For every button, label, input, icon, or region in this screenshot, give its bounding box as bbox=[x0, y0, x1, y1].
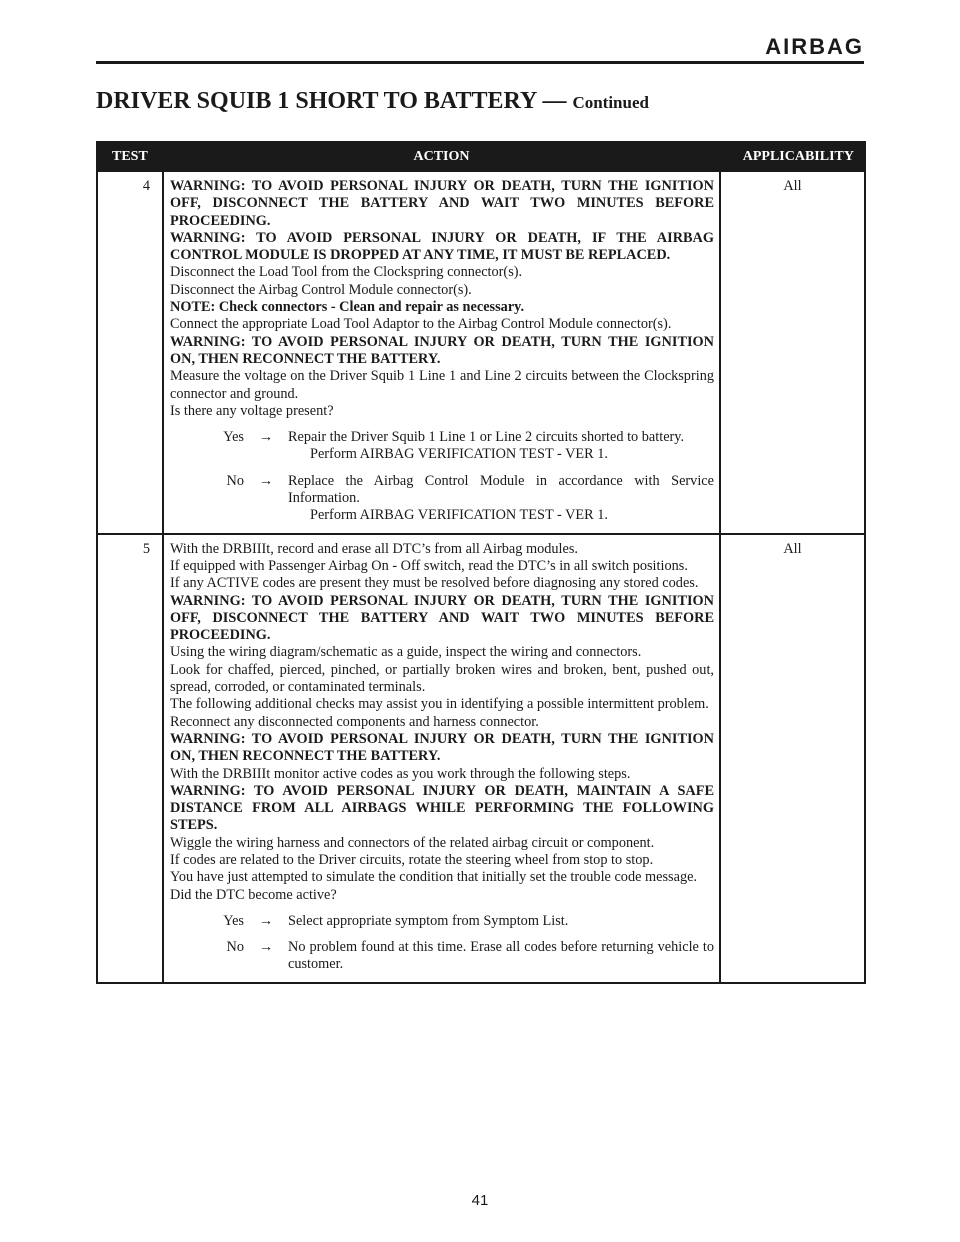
warning-text: WARNING: TO AVOID PERSONAL INJURY OR DEATH, TURN THE IGNITION OFF, DISCONNECT THE BATTERY AND WAIT TWO MINUTES BEFORE PROCEEDING. bbox=[170, 178, 714, 229]
page-title bbox=[96, 88, 649, 115]
instruction-text: With the DRBIIIt monitor active codes as you work through the following steps. bbox=[170, 765, 631, 782]
warning-text: WARNING: TO AVOID PERSONAL INJURY OR DEATH, TURN THE IGNITION OFF, DISCONNECT THE BATTERY AND WAIT TWO MINUTES BEFORE PROCEEDING. bbox=[170, 592, 714, 644]
answer-branch bbox=[170, 913, 714, 930]
instruction-text: Did the DTC become active? bbox=[170, 886, 337, 903]
answer-text bbox=[288, 429, 714, 464]
column-header-test: TEST bbox=[97, 142, 163, 171]
table-header-row bbox=[97, 142, 865, 171]
instruction-text: If any ACTIVE codes are present they must be resolved before diagnosing any stored codes. bbox=[170, 575, 699, 592]
instruction-text: Connect the appropriate Load Tool Adaptor to the Airbag Control Module connector(s). bbox=[170, 316, 672, 333]
answer-followup: Perform AIRBAG VERIFICATION TEST - VER 1. bbox=[310, 507, 608, 524]
instruction-text: With the DRBIIIt, record and erase all DTC’s from all Airbag modules. bbox=[170, 540, 578, 557]
page-title-main: DRIVER SQUIB 1 SHORT TO BATTERY — bbox=[96, 88, 567, 114]
answer-text bbox=[288, 473, 714, 525]
test-number: 4 bbox=[97, 171, 163, 534]
instruction-text: If codes are related to the Driver circuits, rotate the steering wheel from stop to stop. bbox=[170, 851, 654, 868]
column-header-applicability: APPLICABILITY bbox=[720, 142, 865, 171]
answer-branch bbox=[170, 939, 714, 974]
warning-text: WARNING: TO AVOID PERSONAL INJURY OR DEATH, MAINTAIN A SAFE DISTANCE FROM ALL AIRBAGS WHILE PERFORMING THE FOLLOWING STEPS. bbox=[170, 782, 714, 834]
note-text: NOTE: Check connectors - Clean and repair as necessary. bbox=[170, 299, 525, 316]
answer-action: Repair the Driver Squib 1 Line 1 or Line 2 circuits shorted to battery. bbox=[288, 429, 685, 446]
instruction-text: If equipped with Passenger Airbag On - Off switch, read the DTC’s in all switch positions. bbox=[170, 557, 688, 574]
instruction-text: Measure the voltage on the Driver Squib 1 Line 1 and Line 2 circuits between the Clockspring connector and ground. bbox=[170, 368, 714, 402]
action-cell bbox=[163, 171, 720, 534]
arrow-icon: → bbox=[258, 429, 274, 446]
answer-action: Select appropriate symptom from Symptom List. bbox=[288, 912, 569, 929]
arrow-icon: → bbox=[258, 939, 274, 956]
instruction-text: The following additional checks may assist you in identifying a possible intermittent problem. bbox=[170, 696, 709, 713]
page-number: 41 bbox=[471, 1192, 489, 1209]
applicability-cell: All bbox=[720, 171, 865, 534]
diagnostic-table bbox=[96, 141, 866, 984]
action-cell bbox=[163, 534, 720, 983]
instruction-text: Is there any voltage present? bbox=[170, 402, 334, 419]
column-header-action: ACTION bbox=[163, 142, 720, 171]
answer-label: No bbox=[226, 472, 244, 489]
table-row bbox=[97, 171, 865, 534]
answer-branch bbox=[170, 473, 714, 525]
instruction-text: You have just attempted to simulate the condition that initially set the trouble code message. bbox=[170, 869, 698, 886]
instruction-text: Using the wiring diagram/schematic as a guide, inspect the wiring and connectors. bbox=[170, 644, 642, 661]
warning-text: WARNING: TO AVOID PERSONAL INJURY OR DEATH, IF THE AIRBAG CONTROL MODULE IS DROPPED AT ANY TIME, IT MUST BE REPLACED. bbox=[170, 229, 714, 264]
warning-text: WARNING: TO AVOID PERSONAL INJURY OR DEATH, TURN THE IGNITION ON, THEN RECONNECT THE BATTERY. bbox=[170, 333, 714, 367]
answer-text bbox=[288, 939, 714, 974]
section-title: AIRBAG bbox=[765, 34, 864, 59]
instruction-text: Look for chaffed, pierced, pinched, or partially broken wires and broken, bent, pushed out, spread, corroded, or contaminated terminals. bbox=[170, 661, 714, 696]
table-row bbox=[97, 534, 865, 983]
answer-text bbox=[288, 913, 714, 930]
instruction-text: Wiggle the wiring harness and connectors of the related airbag circuit or component. bbox=[170, 834, 655, 851]
page-title-continued: Continued bbox=[572, 93, 649, 112]
applicability-cell: All bbox=[720, 534, 865, 983]
answer-label: Yes bbox=[223, 429, 244, 446]
answer-label: No bbox=[226, 939, 244, 956]
table-body bbox=[97, 171, 865, 983]
instruction-text: Reconnect any disconnected components and harness connector. bbox=[170, 713, 539, 730]
answer-action: Replace the Airbag Control Module in accordance with Service Information. bbox=[288, 472, 714, 507]
header-rule bbox=[96, 61, 864, 64]
answer-label: Yes bbox=[223, 912, 244, 929]
arrow-icon: → bbox=[258, 472, 274, 489]
arrow-icon: → bbox=[258, 912, 274, 929]
instruction-text: Disconnect the Airbag Control Module connector(s). bbox=[170, 281, 472, 298]
answer-followup: Perform AIRBAG VERIFICATION TEST - VER 1. bbox=[310, 446, 608, 463]
instruction-text: Disconnect the Load Tool from the Clockspring connector(s). bbox=[170, 264, 523, 281]
test-number: 5 bbox=[97, 534, 163, 983]
warning-text: WARNING: TO AVOID PERSONAL INJURY OR DEATH, TURN THE IGNITION ON, THEN RECONNECT THE BATTERY. bbox=[170, 730, 714, 765]
answer-action: No problem found at this time. Erase all codes before returning vehicle to customer. bbox=[288, 939, 714, 973]
answer-branch bbox=[170, 429, 714, 464]
